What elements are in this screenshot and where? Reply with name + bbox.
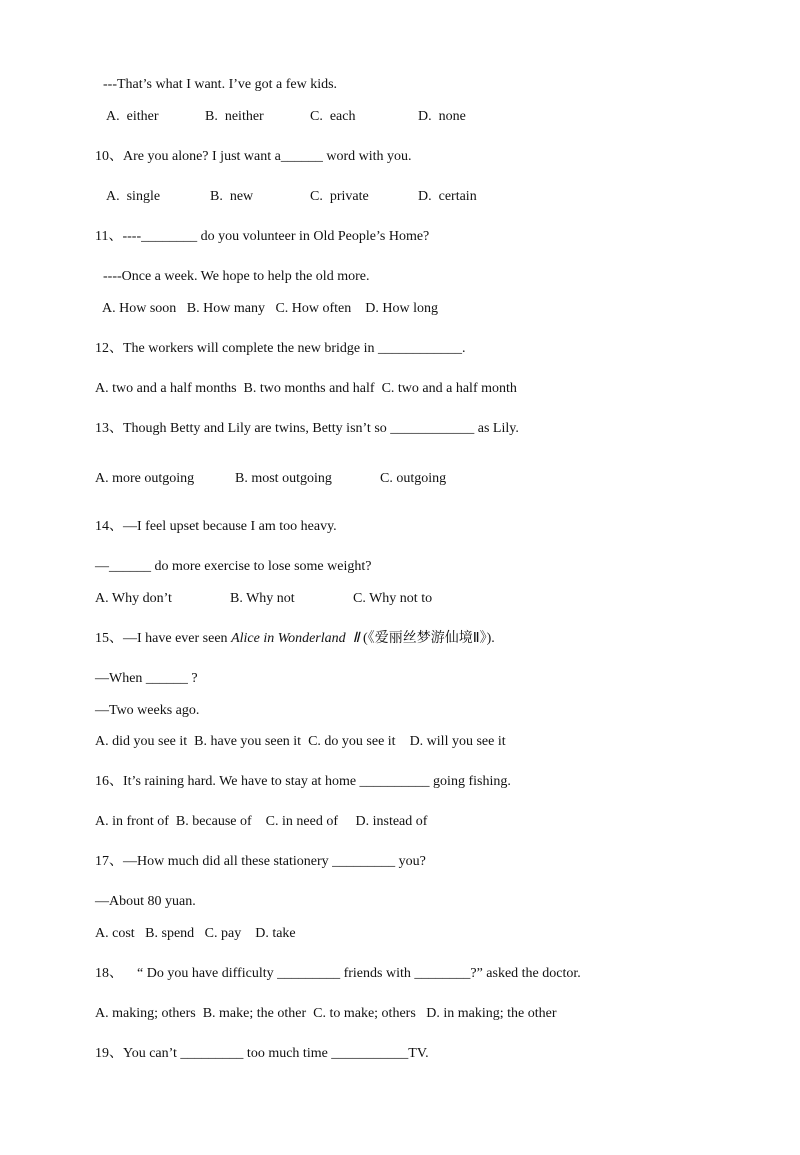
q17-options: A. cost B. spend C. pay D. take (95, 926, 296, 941)
q14-stem: 14、—I feel upset because I am too heavy. (95, 519, 337, 534)
q15-stem-prefix: 15、—I have ever seen (95, 631, 232, 646)
q11-stem: 11、----________ do you volunteer in Old People’s Home? (95, 229, 430, 244)
q12-stem: 12、The workers will complete the new bridge in ____________. (95, 341, 466, 356)
q9-option-a: A. either (106, 109, 159, 124)
q18-stem: 18、 “ Do you have difficulty _________ friends with ________?” asked the doctor. (95, 966, 581, 981)
q10-option-c: C. private (310, 189, 369, 204)
q17-stem: 17、—How much did all these stationery _________ you? (95, 854, 426, 869)
q9-option-d: D. none (418, 109, 466, 124)
q16-stem: 16、It’s raining hard. We have to stay at home __________ going fishing. (95, 774, 511, 789)
q11-options: A. How soon B. How many C. How often D. How long (102, 301, 438, 316)
q12-options: A. two and a half months B. two months and half C. two and a half month (95, 381, 517, 396)
q13-option-a: A. more outgoing (95, 471, 195, 486)
q18-options: A. making; others B. make; the other C. to make; others D. in making; the other (95, 1006, 557, 1021)
q14-option-c: C. Why not to (353, 591, 433, 606)
q13-option-c: C. outgoing (380, 471, 447, 486)
q13-stem: 13、Though Betty and Lily are twins, Betty isn’t so ____________ as Lily. (95, 421, 519, 436)
q10-option-b: B. new (210, 189, 254, 204)
q13-option-b: B. most outgoing (235, 471, 332, 486)
q10-option-d: D. certain (418, 189, 477, 204)
q14-option-a: A. Why don’t (95, 591, 172, 606)
q15-stem-title: Alice in Wonderland Ⅱ (231, 631, 360, 646)
q11-reply: ----Once a week. We hope to help the old more. (103, 269, 370, 284)
q15-stem-suffix: (《爱丽丝梦游仙境Ⅱ》). (359, 631, 495, 646)
q15-reply-1: —When ______ ? (95, 671, 198, 686)
q17-reply: —About 80 yuan. (95, 894, 196, 909)
q9-reply: ---That’s what I want. I’ve got a few kids. (103, 77, 338, 92)
q10-option-a: A. single (106, 189, 161, 204)
q15-stem (95, 630, 495, 648)
q10-stem: 10、Are you alone? I just want a______ word with you. (95, 149, 412, 164)
q15-reply-2: —Two weeks ago. (95, 703, 200, 718)
q16-options: A. in front of B. because of C. in need of D. instead of (95, 814, 428, 829)
q14-reply: —______ do more exercise to lose some weight? (95, 559, 372, 574)
q14-option-b: B. Why not (230, 591, 295, 606)
q15-options: A. did you see it B. have you seen it C. do you see it D. will you see it (95, 734, 506, 749)
q9-option-c: C. each (310, 109, 356, 124)
q9-option-b: B. neither (205, 109, 264, 124)
q19-stem: 19、You can’t _________ too much time ___________TV. (95, 1046, 429, 1061)
